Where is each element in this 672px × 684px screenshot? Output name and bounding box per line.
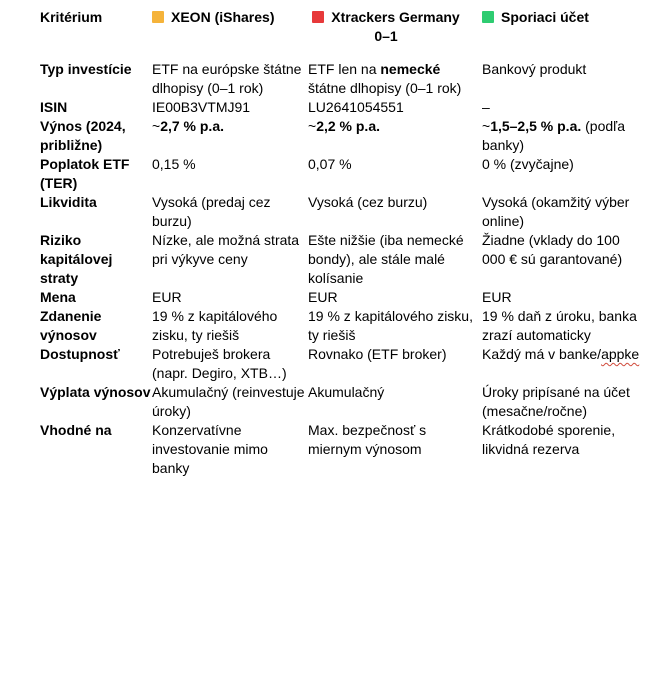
header-xeon-label: XEON (iShares) xyxy=(171,9,275,25)
cell-savings: Krátkodobé sporenie, likvidná rezerva xyxy=(482,422,616,457)
cell-xeon: 0,15 % xyxy=(152,156,196,172)
cell-xtrackers: Ešte nižšie (iba nemecké bondy), ale stále malé kolísanie xyxy=(308,232,464,286)
row-criterion: Poplatok ETF (TER) xyxy=(40,156,130,191)
cell-xtrackers: Vysoká (cez burzu) xyxy=(308,194,428,210)
cell-savings: Vysoká (okamžitý výber online) xyxy=(482,194,630,229)
cell-xeon: Konzervatívne investovanie mimo banky xyxy=(152,422,268,476)
cell-text: ~ xyxy=(482,118,491,134)
cell-savings: Žiadne (vklady do 100 000 € sú garantované) xyxy=(482,232,623,267)
cell-bold-text: 2,7 % p.a. xyxy=(160,118,224,134)
cell-xeon: 19 % z kapitálového zisku, ty riešiš xyxy=(152,308,278,343)
cell-xeon: EUR xyxy=(152,289,182,305)
cell-xtrackers xyxy=(308,117,482,155)
table-row xyxy=(34,421,642,478)
cell-text: Každý má v banke/ xyxy=(482,346,602,362)
cell-savings: – xyxy=(482,99,490,115)
table-row xyxy=(34,98,642,117)
cell-savings: 19 % daň z úroku, banka zrazí automaticky xyxy=(482,308,637,343)
cell-savings: Bankový produkt xyxy=(482,61,587,77)
header-row xyxy=(34,8,642,60)
cell-xtrackers: EUR xyxy=(308,289,338,305)
row-criterion: Zdanenie výnosov xyxy=(40,308,102,343)
cell-xtrackers: Rovnako (ETF broker) xyxy=(308,346,447,362)
table-body xyxy=(34,60,642,478)
row-criterion: Likvidita xyxy=(40,194,97,210)
cell-xtrackers: 0,07 % xyxy=(308,156,352,172)
orange-square-icon xyxy=(152,11,164,23)
row-criterion: Vhodné na xyxy=(40,422,112,438)
cell-bold-text: 1,5–2,5 % p.a. xyxy=(490,118,582,134)
comparison-table xyxy=(34,8,642,478)
table-row xyxy=(34,193,642,231)
table-row xyxy=(34,60,642,98)
cell-xtrackers: Max. bezpečnosť s miernym výnosom xyxy=(308,422,427,457)
cell-text: (podľa banky) xyxy=(482,118,626,153)
cell-xeon: Vysoká (predaj cez burzu) xyxy=(152,194,271,229)
cell-bold-text: 2,2 % p.a. xyxy=(316,118,380,134)
row-criterion: Výplata výnosov xyxy=(40,384,151,400)
cell-text: štátne dlhopisy (0–1 rok) xyxy=(308,80,462,96)
cell-bold-text: nemecké xyxy=(380,61,441,77)
row-criterion: ISIN xyxy=(40,99,68,115)
header-criterion: Kritérium xyxy=(40,9,103,25)
row-criterion: Výnos (2024, približne) xyxy=(40,118,126,153)
green-square-icon xyxy=(482,11,494,23)
table-row xyxy=(34,345,642,383)
table-header xyxy=(34,8,642,60)
cell-savings xyxy=(482,117,642,155)
table-row xyxy=(34,117,642,155)
cell-xeon: IE00B3VTMJ91 xyxy=(152,99,251,115)
cell-xtrackers: 19 % z kapitálového zisku, ty riešiš xyxy=(308,308,473,343)
header-xtrackers xyxy=(308,8,482,60)
table-row xyxy=(34,155,642,193)
cell-xtrackers: Akumulačný xyxy=(308,384,385,400)
row-criterion: Mena xyxy=(40,289,76,305)
row-criterion: Typ investície xyxy=(40,61,132,77)
table-row xyxy=(34,231,642,288)
cell-xeon xyxy=(152,117,308,155)
cell-savings xyxy=(482,345,642,383)
row-criterion: Dostupnosť xyxy=(40,346,120,362)
spellcheck-underlined-word: appke xyxy=(601,346,640,362)
header-xtrackers-label: Xtrackers Germany 0–1 xyxy=(331,9,460,44)
cell-xtrackers: LU2641054551 xyxy=(308,99,404,115)
header-xeon xyxy=(152,8,308,60)
header-savings xyxy=(482,8,642,60)
cell-savings: Úroky pripísané na účet (mesačne/ročne) xyxy=(482,384,630,419)
cell-xeon: ETF na európske štátne dlhopisy (0–1 rok) xyxy=(152,61,302,96)
cell-xeon: Nízke, ale možná strata pri výkyve ceny xyxy=(152,232,300,267)
cell-text: ~ xyxy=(152,118,161,134)
table-row xyxy=(34,307,642,345)
red-square-icon xyxy=(312,11,324,23)
cell-savings: EUR xyxy=(482,289,512,305)
cell-text: ~ xyxy=(308,118,317,134)
cell-text: ETF len na xyxy=(308,61,381,77)
cell-xeon: Potrebuješ brokera (napr. Degiro, XTB…) xyxy=(152,346,287,381)
table-row xyxy=(34,383,642,421)
cell-xtrackers xyxy=(308,60,482,98)
row-criterion: Riziko kapitálovej straty xyxy=(40,232,113,286)
header-savings-label: Sporiaci účet xyxy=(501,9,589,25)
table-row xyxy=(34,288,642,307)
cell-savings: 0 % (zvyčajne) xyxy=(482,156,574,172)
cell-xeon: Akumulačný (reinvestuje úroky) xyxy=(152,384,305,419)
